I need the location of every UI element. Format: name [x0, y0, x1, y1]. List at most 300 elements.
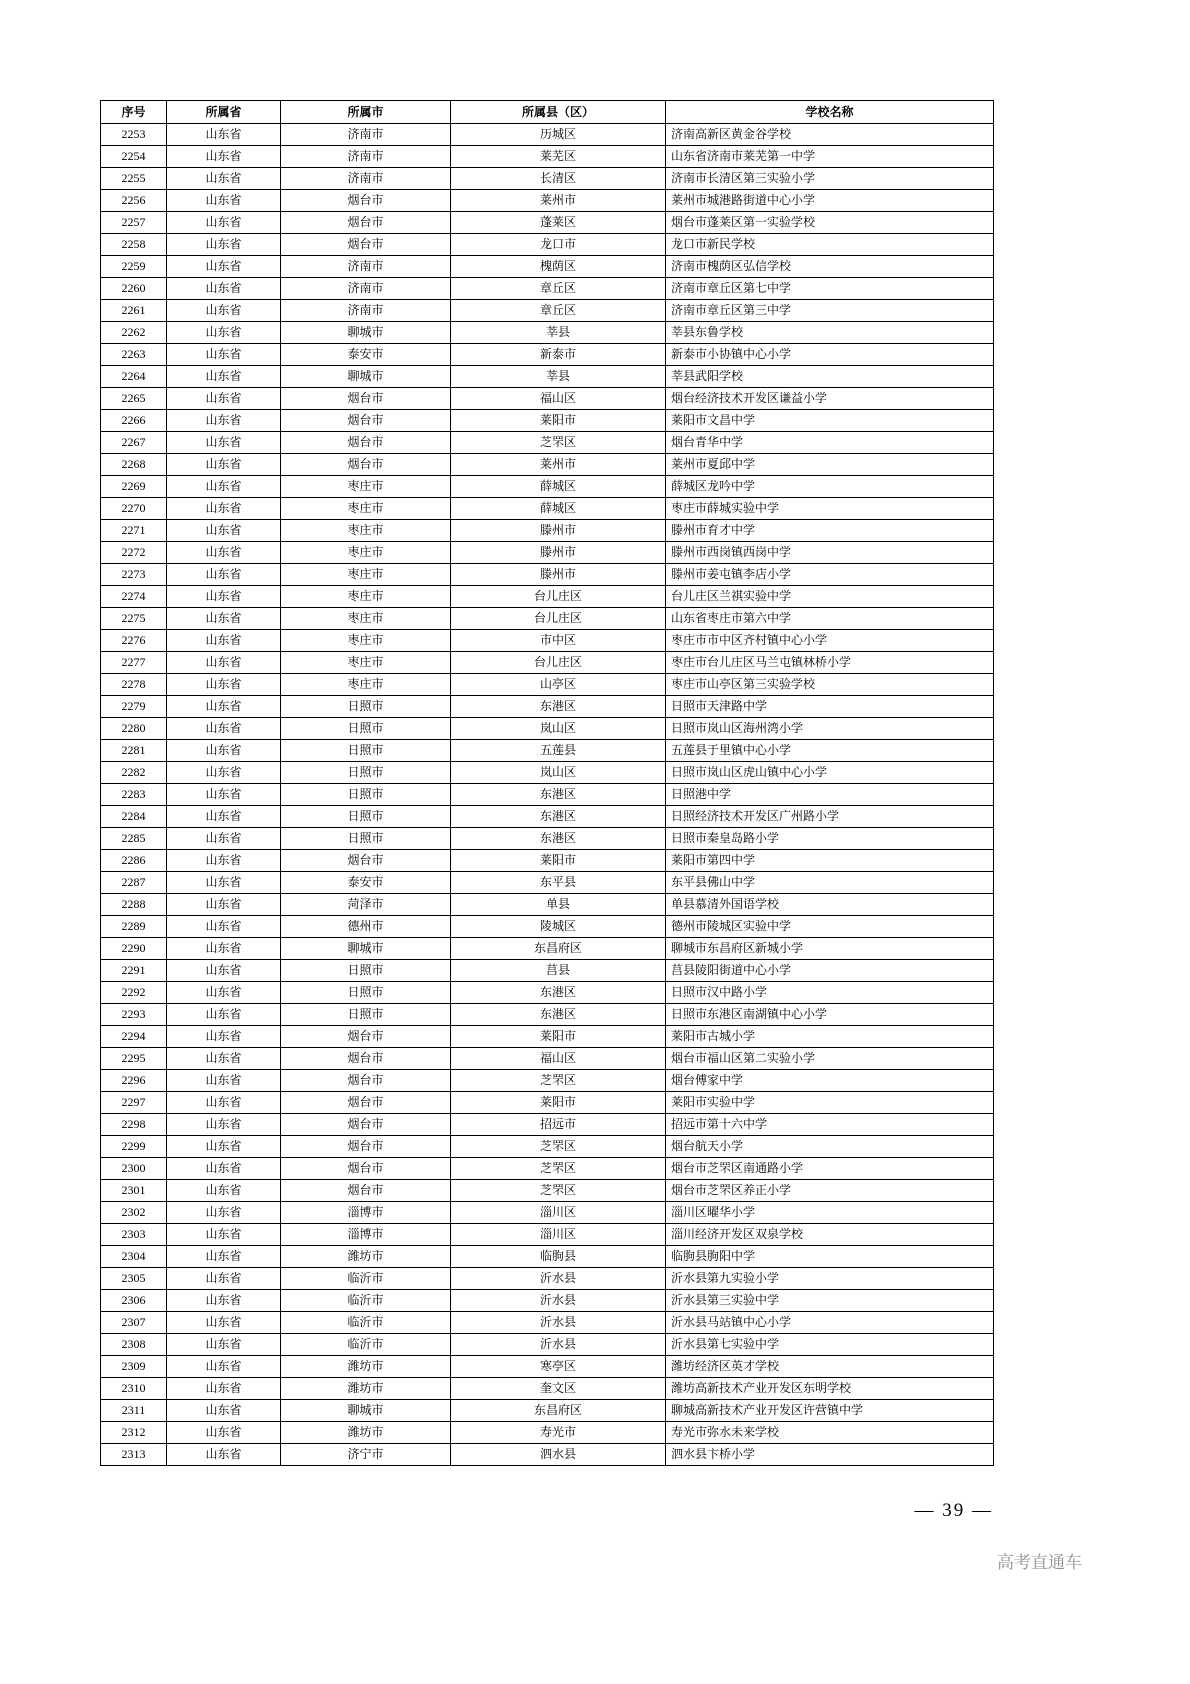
province-cell: 山东省 [167, 1400, 281, 1422]
table-row [101, 476, 994, 498]
school-name-cell: 烟台经济技术开发区谦益小学 [666, 388, 994, 410]
province-cell: 山东省 [167, 1378, 281, 1400]
school-name-cell: 枣庄市山亭区第三实验学校 [666, 674, 994, 696]
serial-cell: 2263 [101, 344, 167, 366]
serial-cell: 2280 [101, 718, 167, 740]
county-cell: 东平县 [451, 872, 666, 894]
school-name-cell: 泗水县卞桥小学 [666, 1444, 994, 1466]
serial-cell: 2301 [101, 1180, 167, 1202]
school-name-cell: 莱州市城港路街道中心小学 [666, 190, 994, 212]
school-name-cell: 龙口市新民学校 [666, 234, 994, 256]
county-cell: 东港区 [451, 784, 666, 806]
table-row [101, 1422, 994, 1444]
province-cell: 山东省 [167, 1180, 281, 1202]
county-cell: 岚山区 [451, 762, 666, 784]
column-header: 学校名称 [666, 101, 994, 124]
city-cell: 聊城市 [281, 322, 451, 344]
city-cell: 烟台市 [281, 1114, 451, 1136]
serial-cell: 2290 [101, 938, 167, 960]
city-cell: 日照市 [281, 762, 451, 784]
county-cell: 章丘区 [451, 300, 666, 322]
county-cell: 芝罘区 [451, 1158, 666, 1180]
province-cell: 山东省 [167, 410, 281, 432]
table-row [101, 608, 994, 630]
school-name-cell: 聊城高新技术产业开发区许营镇中学 [666, 1400, 994, 1422]
table-row [101, 344, 994, 366]
serial-cell: 2261 [101, 300, 167, 322]
city-cell: 日照市 [281, 828, 451, 850]
province-cell: 山东省 [167, 740, 281, 762]
table-row [101, 652, 994, 674]
page-number: — 39 — [914, 1500, 993, 1521]
school-name-cell: 山东省枣庄市第六中学 [666, 608, 994, 630]
table-row [101, 124, 994, 146]
city-cell: 烟台市 [281, 1180, 451, 1202]
school-name-cell: 济南市槐荫区弘信学校 [666, 256, 994, 278]
province-cell: 山东省 [167, 1048, 281, 1070]
city-cell: 聊城市 [281, 938, 451, 960]
city-cell: 聊城市 [281, 366, 451, 388]
county-cell: 东昌府区 [451, 1400, 666, 1422]
county-cell: 芝罘区 [451, 1180, 666, 1202]
serial-cell: 2282 [101, 762, 167, 784]
city-cell: 日照市 [281, 784, 451, 806]
table-row [101, 454, 994, 476]
table-header-row [101, 101, 994, 124]
school-name-cell: 五莲县于里镇中心小学 [666, 740, 994, 762]
province-cell: 山东省 [167, 674, 281, 696]
province-cell: 山东省 [167, 1070, 281, 1092]
table-row [101, 146, 994, 168]
county-cell: 东港区 [451, 696, 666, 718]
province-cell: 山东省 [167, 432, 281, 454]
school-name-cell: 日照市天津路中学 [666, 696, 994, 718]
county-cell: 历城区 [451, 124, 666, 146]
city-cell: 日照市 [281, 982, 451, 1004]
serial-cell: 2267 [101, 432, 167, 454]
school-name-cell: 莱州市夏邱中学 [666, 454, 994, 476]
school-name-cell: 沂水县第九实验小学 [666, 1268, 994, 1290]
county-cell: 芝罘区 [451, 432, 666, 454]
serial-cell: 2293 [101, 1004, 167, 1026]
county-cell: 东昌府区 [451, 938, 666, 960]
school-name-cell: 淄川经济开发区双泉学校 [666, 1224, 994, 1246]
school-name-cell: 日照市东港区南湖镇中心小学 [666, 1004, 994, 1026]
table-row [101, 168, 994, 190]
province-cell: 山东省 [167, 1224, 281, 1246]
city-cell: 枣庄市 [281, 564, 451, 586]
school-name-cell: 日照市岚山区虎山镇中心小学 [666, 762, 994, 784]
school-name-cell: 烟台市芝罘区南通路小学 [666, 1158, 994, 1180]
county-cell: 芝罘区 [451, 1070, 666, 1092]
county-cell: 岚山区 [451, 718, 666, 740]
province-cell: 山东省 [167, 982, 281, 1004]
county-cell: 滕州市 [451, 542, 666, 564]
table-row [101, 1312, 994, 1334]
city-cell: 泰安市 [281, 872, 451, 894]
table-row [101, 1070, 994, 1092]
table-row [101, 960, 994, 982]
table-row [101, 674, 994, 696]
school-name-cell: 枣庄市台儿庄区马兰屯镇林桥小学 [666, 652, 994, 674]
school-name-cell: 单县慕清外国语学校 [666, 894, 994, 916]
county-cell: 莱州市 [451, 190, 666, 212]
table-row [101, 1444, 994, 1466]
county-cell: 东港区 [451, 806, 666, 828]
watermark-text: 高考直通车 [997, 1553, 1082, 1572]
county-cell: 莱阳市 [451, 1092, 666, 1114]
city-cell: 日照市 [281, 960, 451, 982]
city-cell: 济南市 [281, 300, 451, 322]
city-cell: 枣庄市 [281, 542, 451, 564]
serial-cell: 2264 [101, 366, 167, 388]
school-name-cell: 台儿庄区兰祺实验中学 [666, 586, 994, 608]
serial-cell: 2310 [101, 1378, 167, 1400]
city-cell: 济南市 [281, 168, 451, 190]
province-cell: 山东省 [167, 828, 281, 850]
table-row [101, 432, 994, 454]
county-cell: 沂水县 [451, 1268, 666, 1290]
county-cell: 新泰市 [451, 344, 666, 366]
serial-cell: 2286 [101, 850, 167, 872]
table-row [101, 916, 994, 938]
county-cell: 滕州市 [451, 520, 666, 542]
table-row [101, 256, 994, 278]
county-cell: 莱州市 [451, 454, 666, 476]
county-cell: 章丘区 [451, 278, 666, 300]
serial-cell: 2258 [101, 234, 167, 256]
table-row [101, 1246, 994, 1268]
school-name-cell: 日照市汉中路小学 [666, 982, 994, 1004]
city-cell: 烟台市 [281, 410, 451, 432]
province-cell: 山东省 [167, 454, 281, 476]
school-name-cell: 潍坊高新技术产业开发区东明学校 [666, 1378, 994, 1400]
table-row [101, 234, 994, 256]
table-row [101, 630, 994, 652]
school-name-cell: 烟台傅家中学 [666, 1070, 994, 1092]
table-row [101, 894, 994, 916]
column-header: 所属省 [167, 101, 281, 124]
province-cell: 山东省 [167, 1004, 281, 1026]
serial-cell: 2253 [101, 124, 167, 146]
serial-cell: 2287 [101, 872, 167, 894]
city-cell: 临沂市 [281, 1268, 451, 1290]
city-cell: 日照市 [281, 740, 451, 762]
table-row [101, 1378, 994, 1400]
table-row [101, 1092, 994, 1114]
province-cell: 山东省 [167, 652, 281, 674]
serial-cell: 2311 [101, 1400, 167, 1422]
city-cell: 菏泽市 [281, 894, 451, 916]
province-cell: 山东省 [167, 850, 281, 872]
serial-cell: 2312 [101, 1422, 167, 1444]
county-cell: 沂水县 [451, 1290, 666, 1312]
table-row [101, 1136, 994, 1158]
school-name-cell: 滕州市育才中学 [666, 520, 994, 542]
province-cell: 山东省 [167, 1246, 281, 1268]
serial-cell: 2291 [101, 960, 167, 982]
province-cell: 山东省 [167, 630, 281, 652]
serial-cell: 2297 [101, 1092, 167, 1114]
school-name-cell: 烟台航天小学 [666, 1136, 994, 1158]
table-row [101, 322, 994, 344]
county-cell: 沂水县 [451, 1334, 666, 1356]
county-cell: 泗水县 [451, 1444, 666, 1466]
serial-cell: 2285 [101, 828, 167, 850]
province-cell: 山东省 [167, 190, 281, 212]
serial-cell: 2296 [101, 1070, 167, 1092]
province-cell: 山东省 [167, 1334, 281, 1356]
serial-cell: 2304 [101, 1246, 167, 1268]
province-cell: 山东省 [167, 564, 281, 586]
city-cell: 淄博市 [281, 1202, 451, 1224]
serial-cell: 2295 [101, 1048, 167, 1070]
province-cell: 山东省 [167, 146, 281, 168]
school-name-cell: 沂水县第七实验中学 [666, 1334, 994, 1356]
school-name-cell: 济南市章丘区第三中学 [666, 300, 994, 322]
county-cell: 莘县 [451, 366, 666, 388]
school-name-cell: 滕州市姜屯镇李店小学 [666, 564, 994, 586]
county-cell: 单县 [451, 894, 666, 916]
city-cell: 烟台市 [281, 190, 451, 212]
serial-cell: 2278 [101, 674, 167, 696]
province-cell: 山东省 [167, 1444, 281, 1466]
province-cell: 山东省 [167, 1114, 281, 1136]
province-cell: 山东省 [167, 542, 281, 564]
serial-cell: 2313 [101, 1444, 167, 1466]
school-list-table [100, 100, 994, 1466]
school-name-cell: 莒县陵阳街道中心小学 [666, 960, 994, 982]
county-cell: 龙口市 [451, 234, 666, 256]
county-cell: 蓬莱区 [451, 212, 666, 234]
table-row [101, 586, 994, 608]
county-cell: 槐荫区 [451, 256, 666, 278]
city-cell: 济南市 [281, 256, 451, 278]
province-cell: 山东省 [167, 1312, 281, 1334]
city-cell: 枣庄市 [281, 608, 451, 630]
county-cell: 五莲县 [451, 740, 666, 762]
serial-cell: 2266 [101, 410, 167, 432]
city-cell: 聊城市 [281, 1400, 451, 1422]
school-name-cell: 沂水县第三实验中学 [666, 1290, 994, 1312]
city-cell: 泰安市 [281, 344, 451, 366]
city-cell: 济宁市 [281, 1444, 451, 1466]
school-name-cell: 莘县武阳学校 [666, 366, 994, 388]
school-name-cell: 德州市陵城区实验中学 [666, 916, 994, 938]
city-cell: 烟台市 [281, 1092, 451, 1114]
county-cell: 莒县 [451, 960, 666, 982]
table-row [101, 806, 994, 828]
province-cell: 山东省 [167, 696, 281, 718]
serial-cell: 2276 [101, 630, 167, 652]
city-cell: 烟台市 [281, 850, 451, 872]
table-row [101, 1290, 994, 1312]
serial-cell: 2272 [101, 542, 167, 564]
city-cell: 潍坊市 [281, 1378, 451, 1400]
city-cell: 烟台市 [281, 432, 451, 454]
serial-cell: 2275 [101, 608, 167, 630]
school-name-cell: 聊城市东昌府区新城小学 [666, 938, 994, 960]
table-row [101, 696, 994, 718]
county-cell: 芝罘区 [451, 1136, 666, 1158]
city-cell: 潍坊市 [281, 1356, 451, 1378]
county-cell: 莱芜区 [451, 146, 666, 168]
serial-cell: 2305 [101, 1268, 167, 1290]
province-cell: 山东省 [167, 234, 281, 256]
county-cell: 招远市 [451, 1114, 666, 1136]
county-cell: 长清区 [451, 168, 666, 190]
city-cell: 济南市 [281, 124, 451, 146]
city-cell: 枣庄市 [281, 520, 451, 542]
school-name-cell: 日照市秦皇岛路小学 [666, 828, 994, 850]
county-cell: 薛城区 [451, 476, 666, 498]
table-row [101, 872, 994, 894]
city-cell: 烟台市 [281, 1136, 451, 1158]
table-row [101, 388, 994, 410]
city-cell: 烟台市 [281, 388, 451, 410]
school-name-cell: 沂水县马站镇中心小学 [666, 1312, 994, 1334]
table-row [101, 1114, 994, 1136]
city-cell: 济南市 [281, 278, 451, 300]
table-row [101, 564, 994, 586]
table-row [101, 300, 994, 322]
school-name-cell: 枣庄市薛城实验中学 [666, 498, 994, 520]
county-cell: 台儿庄区 [451, 586, 666, 608]
school-name-cell: 莱阳市实验中学 [666, 1092, 994, 1114]
county-cell: 临朐县 [451, 1246, 666, 1268]
county-cell: 莱阳市 [451, 1026, 666, 1048]
table-row [101, 740, 994, 762]
county-cell: 淄川区 [451, 1202, 666, 1224]
column-header: 所属市 [281, 101, 451, 124]
province-cell: 山东省 [167, 718, 281, 740]
province-cell: 山东省 [167, 872, 281, 894]
school-name-cell: 莱阳市第四中学 [666, 850, 994, 872]
city-cell: 日照市 [281, 1004, 451, 1026]
city-cell: 烟台市 [281, 1048, 451, 1070]
county-cell: 奎文区 [451, 1378, 666, 1400]
serial-cell: 2268 [101, 454, 167, 476]
table-row [101, 410, 994, 432]
table-row [101, 1268, 994, 1290]
serial-cell: 2283 [101, 784, 167, 806]
city-cell: 日照市 [281, 696, 451, 718]
province-cell: 山东省 [167, 278, 281, 300]
serial-cell: 2299 [101, 1136, 167, 1158]
city-cell: 临沂市 [281, 1312, 451, 1334]
serial-cell: 2308 [101, 1334, 167, 1356]
table-row [101, 850, 994, 872]
county-cell: 台儿庄区 [451, 608, 666, 630]
county-cell: 福山区 [451, 388, 666, 410]
table-row [101, 784, 994, 806]
table-body [101, 124, 994, 1466]
table-row [101, 520, 994, 542]
city-cell: 枣庄市 [281, 476, 451, 498]
province-cell: 山东省 [167, 344, 281, 366]
province-cell: 山东省 [167, 520, 281, 542]
province-cell: 山东省 [167, 1158, 281, 1180]
county-cell: 台儿庄区 [451, 652, 666, 674]
city-cell: 烟台市 [281, 1158, 451, 1180]
province-cell: 山东省 [167, 168, 281, 190]
serial-cell: 2288 [101, 894, 167, 916]
school-name-cell: 济南市章丘区第七中学 [666, 278, 994, 300]
serial-cell: 2309 [101, 1356, 167, 1378]
county-cell: 寒亭区 [451, 1356, 666, 1378]
serial-cell: 2273 [101, 564, 167, 586]
table-row [101, 1048, 994, 1070]
serial-cell: 2281 [101, 740, 167, 762]
school-name-cell: 莱阳市古城小学 [666, 1026, 994, 1048]
county-cell: 山亭区 [451, 674, 666, 696]
county-cell: 淄川区 [451, 1224, 666, 1246]
table-row [101, 190, 994, 212]
school-name-cell: 日照经济技术开发区广州路小学 [666, 806, 994, 828]
table-row [101, 1004, 994, 1026]
province-cell: 山东省 [167, 212, 281, 234]
province-cell: 山东省 [167, 1290, 281, 1312]
county-cell: 东港区 [451, 828, 666, 850]
school-name-cell: 淄川区曜华小学 [666, 1202, 994, 1224]
city-cell: 德州市 [281, 916, 451, 938]
county-cell: 福山区 [451, 1048, 666, 1070]
city-cell: 枣庄市 [281, 652, 451, 674]
school-name-cell: 莱阳市文昌中学 [666, 410, 994, 432]
serial-cell: 2284 [101, 806, 167, 828]
serial-cell: 2300 [101, 1158, 167, 1180]
city-cell: 烟台市 [281, 234, 451, 256]
table-row [101, 1224, 994, 1246]
serial-cell: 2307 [101, 1312, 167, 1334]
serial-cell: 2271 [101, 520, 167, 542]
city-cell: 枣庄市 [281, 630, 451, 652]
serial-cell: 2257 [101, 212, 167, 234]
city-cell: 临沂市 [281, 1334, 451, 1356]
city-cell: 日照市 [281, 718, 451, 740]
city-cell: 临沂市 [281, 1290, 451, 1312]
table-row [101, 938, 994, 960]
city-cell: 烟台市 [281, 454, 451, 476]
serial-cell: 2298 [101, 1114, 167, 1136]
school-name-cell: 济南市长清区第三实验小学 [666, 168, 994, 190]
serial-cell: 2269 [101, 476, 167, 498]
table-row [101, 1180, 994, 1202]
city-cell: 潍坊市 [281, 1246, 451, 1268]
county-cell: 莘县 [451, 322, 666, 344]
table-row [101, 212, 994, 234]
county-cell: 陵城区 [451, 916, 666, 938]
table-row [101, 1400, 994, 1422]
serial-cell: 2254 [101, 146, 167, 168]
serial-cell: 2265 [101, 388, 167, 410]
table-row [101, 542, 994, 564]
city-cell: 枣庄市 [281, 498, 451, 520]
serial-cell: 2255 [101, 168, 167, 190]
city-cell: 枣庄市 [281, 674, 451, 696]
column-header: 所属县（区） [451, 101, 666, 124]
table-row [101, 828, 994, 850]
province-cell: 山东省 [167, 388, 281, 410]
school-name-cell: 莘县东鲁学校 [666, 322, 994, 344]
table-row [101, 1026, 994, 1048]
school-name-cell: 潍坊经济区英才学校 [666, 1356, 994, 1378]
serial-cell: 2294 [101, 1026, 167, 1048]
province-cell: 山东省 [167, 938, 281, 960]
province-cell: 山东省 [167, 256, 281, 278]
school-name-cell: 日照市岚山区海州湾小学 [666, 718, 994, 740]
school-name-cell: 烟台市蓬莱区第一实验学校 [666, 212, 994, 234]
